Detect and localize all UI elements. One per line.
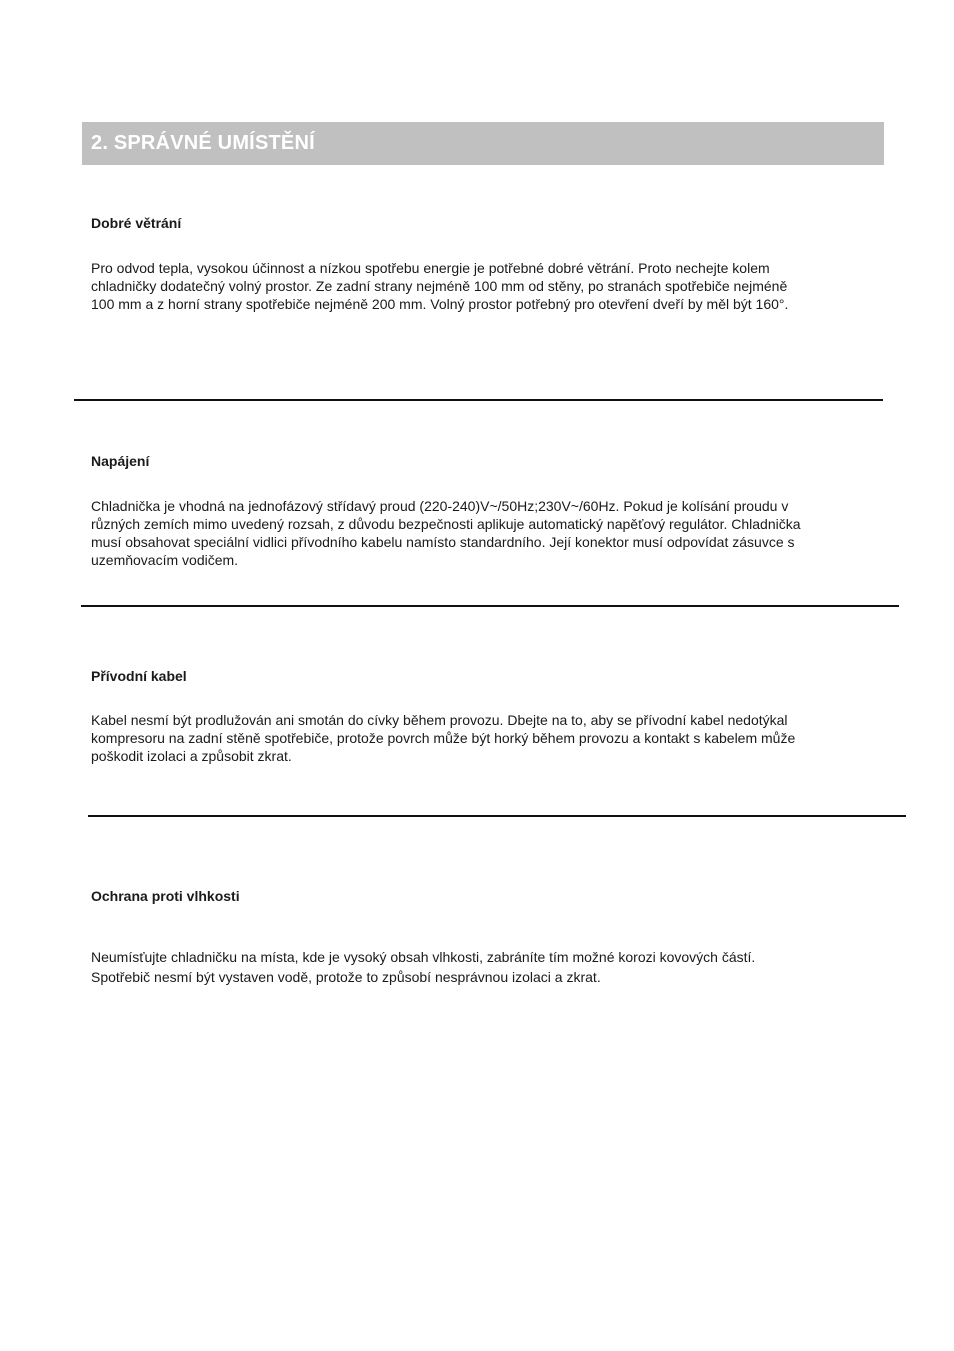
section-divider [74, 399, 883, 401]
text-line: Spotřebič nesmí být vystaven vodě, protože to způsobí nesprávnou izolaci a zkrat. [91, 969, 601, 985]
chapter-header [82, 122, 884, 165]
text-line: 100 mm a z horní strany spotřebiče nejméně 200 mm. Volný prostor potřebný pro otevření dveří by měl být 160°. [91, 296, 789, 312]
section-text-moisture [91, 947, 881, 987]
text-line: Chladnička je vhodná na jednofázový střídavý proud (220-240)V~/50Hz;230V~/60Hz. Pokud je kolísání proudu v [91, 498, 789, 514]
text-line: chladničky dodatečný volný prostor. Ze zadní strany nejméně 100 mm od stěny, po stranách spotřebiče nejméně [91, 278, 788, 294]
text-line: Kabel nesmí být prodlužován ani smotán do cívky během provozu. Dbejte na to, aby se přívodní kabel nedotýkal [91, 712, 788, 728]
text-line: musí obsahovat speciální vidlici přívodního kabelu namísto standardního. Její konektor musí odpovídat zásuvce s [91, 534, 795, 550]
section-heading-power-cable: Přívodní kabel [91, 668, 187, 684]
text-line: různých zemích mimo uvedený rozsah, z důvodu bezpečnosti aplikuje automatický napěťový regulátor. Chladnička [91, 516, 801, 532]
section-text-power [91, 497, 881, 569]
section-text-ventilation [91, 259, 881, 313]
text-line: Neumísťujte chladničku na místa, kde je vysoký obsah vlhkosti, zabráníte tím možné korozi kovových částí. [91, 949, 756, 965]
section-heading-ventilation: Dobré větrání [91, 215, 182, 231]
chapter-title: 2. SPRÁVNÉ UMÍSTĚNÍ [91, 132, 315, 154]
section-divider [81, 605, 899, 607]
text-line: kompresoru na zadní stěně spotřebiče, protože povrch může být horký během provozu a kontakt s kabelem může [91, 730, 796, 746]
text-line: Pro odvod tepla, vysokou účinnost a nízkou spotřebu energie je potřebné dobré větrání. Proto nechejte kolem [91, 260, 770, 276]
section-text-power-cable [91, 711, 881, 765]
section-heading-moisture: Ochrana proti vlhkosti [91, 888, 240, 904]
section-heading-power: Napájení [91, 453, 150, 469]
text-line: poškodit izolaci a způsobit zkrat. [91, 748, 292, 764]
section-divider [88, 815, 906, 817]
text-line: uzemňovacím vodičem. [91, 552, 239, 568]
